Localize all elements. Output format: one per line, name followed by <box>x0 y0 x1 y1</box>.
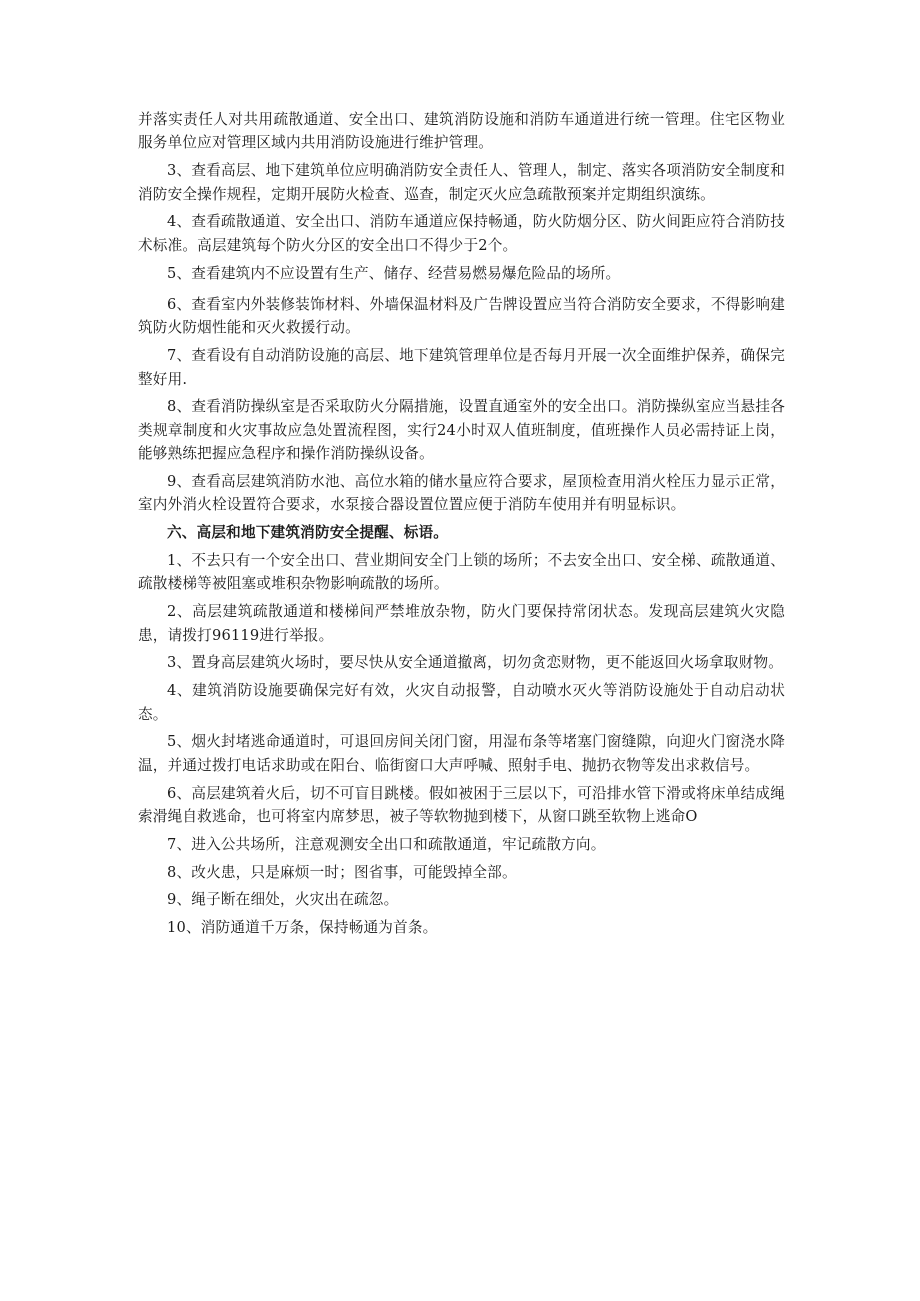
slogan-item-5: 5、烟火封堵逃命通道时，可退回房间关闭门窗，用湿布条等堵塞门窗缝隙，向迎火门窗浇水降温，并通过拨打电话求助或在阳台、临街窗口大声呼喊、照射手电、抛扔衣物等发出求救信号。 <box>138 733 785 774</box>
paragraph-item-6: 6、查看室内外装修装饰材料、外墙保温材料及广告牌设置应当符合消防安全要求，不得影响建筑防火防烟性能和灭火救援行动。 <box>138 296 785 337</box>
paragraph-continuation: 并落实责任人对共用疏散通道、安全出口、建筑消防设施和消防车通道进行统一管理。住宅区物业服务单位应对管理区域内共用消防设施进行维护管理。 <box>138 111 785 152</box>
slogan-item-1: 1、不去只有一个安全出口、营业期间安全门上锁的场所；不去安全出口、安全梯、疏散通道、疏散楼梯等被阻塞或堆积杂物影响疏散的场所。 <box>138 552 785 593</box>
slogan-item-4: 4、建筑消防设施要确保完好有效，火灾自动报警，自动喷水灭火等消防设施处于自动启动状态。 <box>138 682 785 723</box>
slogan-item-3: 3、置身高层建筑火场时，要尽快从安全通道撤离，切勿贪恋财物，更不能返回火场拿取财物。 <box>167 654 784 672</box>
paragraph-item-4: 4、查看疏散通道、安全出口、消防车通道应保持畅通，防火防烟分区、防火间距应符合消防技术标准。高层建筑每个防火分区的安全出口不得少于2个。 <box>138 213 785 254</box>
paragraph-item-3: 3、查看高层、地下建筑单位应明确消防安全责任人、管理人，制定、落实各项消防安全制度和消防安全操作规程，定期开展防火检查、巡查，制定灭火应急疏散预案并定期组织演练。 <box>138 162 785 203</box>
slogan-item-9: 9、绳子断在细处，火灾出在疏忽。 <box>167 891 399 909</box>
slogan-item-10: 10、消防通道千万条，保持畅通为首条。 <box>167 919 438 937</box>
section-heading: 六、高层和地下建筑消防安全提醒、标语。 <box>167 524 449 542</box>
slogan-item-2: 2、高层建筑疏散通道和楼梯间严禁堆放杂物，防火门要保持常闭状态。发现高层建筑火灾隐患，请拨打96119进行举报。 <box>138 603 785 644</box>
slogan-item-6: 6、高层建筑着火后，切不可盲目跳楼。假如被困于三层以下，可沿排水管下滑或将床单结成绳索滑绳自救逃命，也可将室内席梦思，被子等软物抛到楼下，从窗口跳至软物上逃命O <box>138 784 785 826</box>
paragraph-item-9: 9、查看高层建筑消防水池、高位水箱的储水量应符合要求，屋顶检查用消火栓压力显示正常，室内外消火栓设置符合要求，水泵接合器设置位置应便于消防车使用并有明显标识。 <box>138 473 785 514</box>
slogan-item-8: 8、改火患，只是麻烦一时；图省事，可能毁掉全部。 <box>167 863 517 881</box>
document-page <box>138 108 785 944</box>
paragraph-item-8: 8、查看消防操纵室是否采取防火分隔措施，设置直通室外的安全出口。消防操纵室应当悬挂各类规章制度和火灾事故应急处置流程图，实行24小时双人值班制度，值班操作人员必需持证上岗，能够熟练把握应急程序和操作消防操纵设备。 <box>138 398 785 463</box>
paragraph-item-5: 5、查看建筑内不应设置有生产、储存、经营易燃易爆危险品的场所。 <box>167 264 621 282</box>
slogan-item-7: 7、进入公共场所，注意观测安全出口和疏散通道，牢记疏散方向。 <box>167 835 606 853</box>
paragraph-item-7: 7、查看设有自动消防设施的高层、地下建筑管理单位是否每月开展一次全面维护保养，确保完整好用. <box>138 347 785 388</box>
